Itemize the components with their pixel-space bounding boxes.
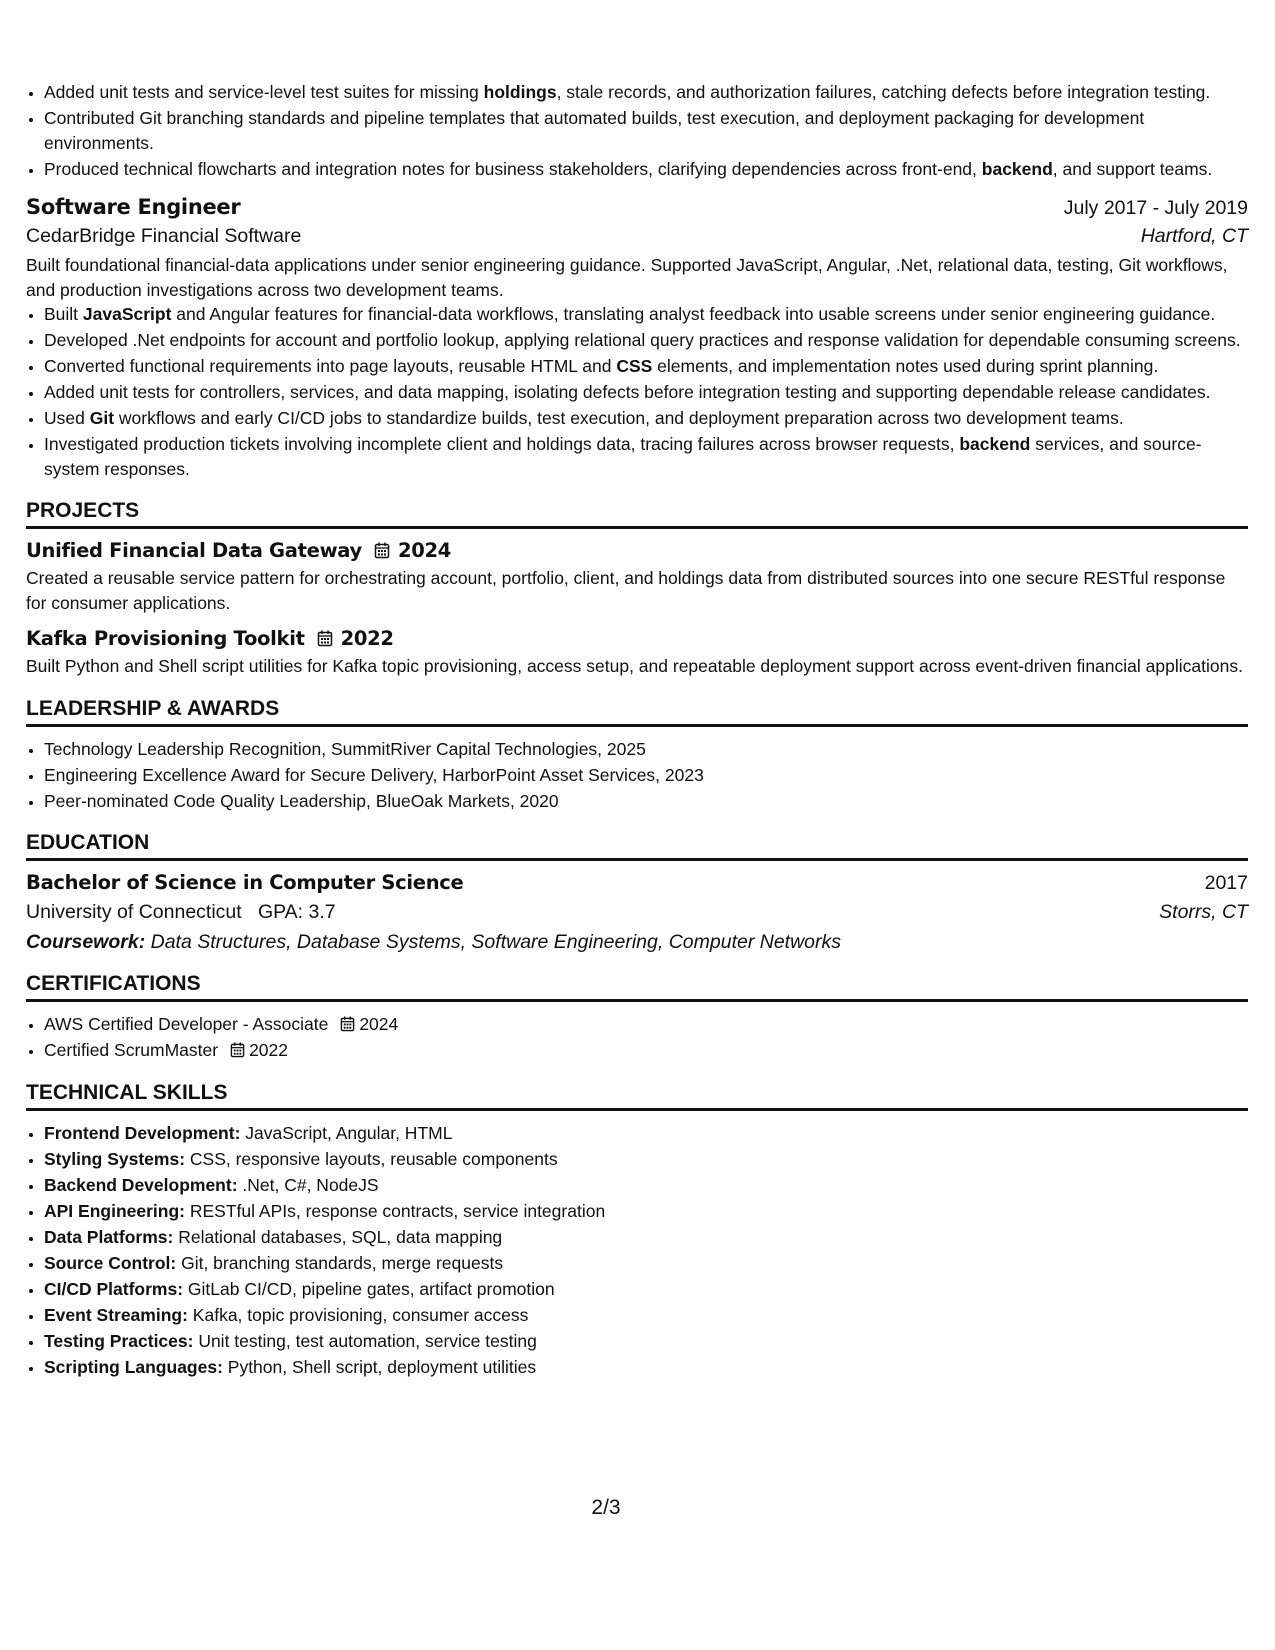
list-item (44, 1012, 1248, 1037)
school-line (26, 901, 336, 924)
section-heading: EDUCATION (26, 831, 1248, 861)
page-number: 2/3 (591, 1496, 621, 1519)
job-location: Hartford, CT (1140, 225, 1248, 247)
certifications-section (26, 972, 1248, 1063)
calendar-icon (317, 630, 333, 647)
graduation-year: 2017 (1204, 872, 1248, 894)
list-item: • API Engineering: RESTful APIs, response contracts, service integration (44, 1199, 1248, 1224)
job-company: CedarBridge Financial Software (26, 225, 302, 247)
projects-section (26, 499, 1248, 679)
project-year: 2024 (397, 539, 452, 562)
list-item: • Used Git workflows and early CI/CD jobs to standardize builds, test execution, and deployment preparation across two development teams. (44, 406, 1248, 431)
gpa: GPA: 3.7 (257, 901, 336, 923)
previous-job-bullets (26, 80, 1248, 181)
list-item: • CI/CD Platforms: GitLab CI/CD, pipeline gates, artifact promotion (44, 1277, 1248, 1302)
project-name: Kafka Provisioning Toolkit (26, 627, 305, 650)
list-item: • Contributed Git branching standards and pipeline templates that automated builds, test execution, and deployment packaging for development environments. (44, 106, 1248, 155)
calendar-icon (374, 542, 390, 559)
list-item: • Built JavaScript and Angular features for financial-data workflows, translating analyst feedback into usable screens under senior engineering guidance. (44, 302, 1248, 327)
job-summary: Built foundational financial-data applications under senior engineering guidance. Supported JavaScript, Angular, .Net, relational data, testing, Git workflows, and production investigations across two development teams. (26, 255, 1228, 300)
list-item: • Investigated production tickets involving incomplete client and holdings data, tracing failures across browser requests, backend services, and source-system responses. (44, 432, 1248, 481)
job-entry (26, 195, 1248, 481)
cert-year: 2024 (359, 1014, 399, 1034)
resume-page (26, 80, 1248, 1381)
school-location: Storrs, CT (1159, 901, 1248, 923)
skills-list (26, 1121, 1248, 1380)
list-item: • Converted functional requirements into page layouts, reusable HTML and CSS elements, and implementation notes used during sprint planning. (44, 354, 1248, 379)
list-item: • Testing Practices: Unit testing, test automation, service testing (44, 1329, 1248, 1354)
list-item: • Frontend Development: JavaScript, Angular, HTML (44, 1121, 1248, 1146)
coursework-list: Data Structures, Database Systems, Software Engineering, Computer Networks (145, 931, 842, 953)
list-item: • Technology Leadership Recognition, SummitRiver Capital Technologies, 2025 (44, 737, 1248, 762)
calendar-icon (340, 1016, 355, 1032)
list-item: • Backend Development: .Net, C#, NodeJS (44, 1173, 1248, 1198)
school-name: University of Connecticut (26, 901, 242, 923)
project-description: Created a reusable service pattern for orchestrating account, portfolio, client, and holdings data from distributed sources into one secure RESTful response for consumer applications. (26, 568, 1226, 613)
project-description: Built Python and Shell script utilities for Kafka topic provisioning, access setup, and repeatable deployment support across event-driven financial applications. (26, 656, 1243, 676)
certifications-list (26, 1012, 1248, 1063)
list-item: • Source Control: Git, branching standards, merge requests (44, 1251, 1248, 1276)
cert-year: 2022 (249, 1040, 289, 1060)
job-title: Software Engineer (26, 195, 241, 219)
job-dates: July 2017 - July 2019 (1063, 197, 1248, 219)
skills-section (26, 1081, 1248, 1380)
section-heading: PROJECTS (26, 499, 1248, 529)
list-item (44, 1038, 1248, 1063)
coursework-label: Coursework: (26, 931, 146, 953)
section-heading: LEADERSHIP & AWARDS (26, 697, 1248, 727)
coursework (26, 931, 1248, 954)
list-item: • Data Platforms: Relational databases, SQL, data mapping (44, 1225, 1248, 1250)
awards-list (26, 737, 1248, 814)
list-item: • Engineering Excellence Award for Secure Delivery, HarborPoint Asset Services, 2023 (44, 763, 1248, 788)
cert-name: • Certified ScrumMaster (44, 1040, 219, 1060)
section-heading: CERTIFICATIONS (26, 972, 1248, 1002)
project-title (26, 627, 1248, 650)
education-section (26, 831, 1248, 954)
project-year: 2022 (340, 627, 394, 650)
list-item: • Peer-nominated Code Quality Leadership, BlueOak Markets, 2020 (44, 789, 1248, 814)
list-item: • Event Streaming: Kafka, topic provisioning, consumer access (44, 1303, 1248, 1328)
job-bullets (26, 302, 1248, 481)
list-item: • Styling Systems: CSS, responsive layouts, reusable components (44, 1147, 1248, 1172)
cert-name: • AWS Certified Developer - Associate (44, 1014, 329, 1034)
list-item: • Added unit tests for controllers, services, and data mapping, isolating defects before integration testing and supporting dependable release candidates. (44, 380, 1248, 405)
project-name: Unified Financial Data Gateway (26, 539, 362, 562)
section-heading: TECHNICAL SKILLS (26, 1081, 1248, 1111)
list-item: • Developed .Net endpoints for account and portfolio lookup, applying relational query practices and response validation for dependable consuming screens. (44, 328, 1248, 353)
project-title (26, 539, 1248, 562)
list-item: • Added unit tests and service-level test suites for missing holdings, stale records, and authorization failures, catching defects before integration testing. (44, 80, 1248, 105)
awards-section (26, 697, 1248, 814)
calendar-icon (230, 1042, 245, 1058)
list-item: • Produced technical flowcharts and integration notes for business stakeholders, clarifying dependencies across front-end, backend, and support teams. (44, 157, 1248, 182)
degree: Bachelor of Science in Computer Science (26, 871, 464, 894)
list-item: • Scripting Languages: Python, Shell script, deployment utilities (44, 1355, 1248, 1380)
